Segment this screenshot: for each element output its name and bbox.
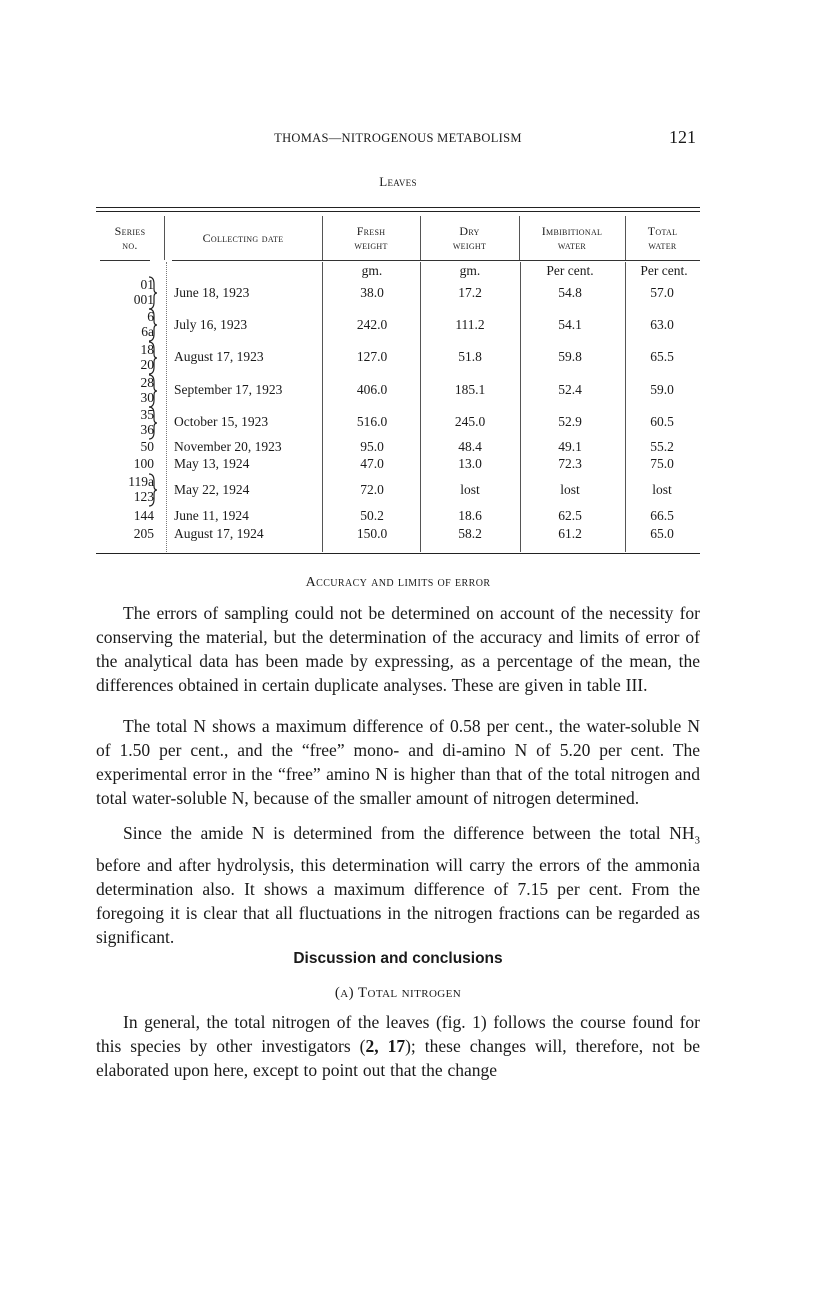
series-cell: 6a bbox=[141, 324, 154, 339]
brace-icon bbox=[146, 374, 162, 408]
imbibitional-cell: 62.5 bbox=[558, 508, 582, 523]
col-header-imbibitional-line1: Imbibitional bbox=[541, 224, 603, 238]
col-header-dry bbox=[420, 224, 519, 252]
table-top-rule-1 bbox=[96, 207, 700, 208]
unit-dry: gm. bbox=[459, 263, 481, 278]
series-cell: 01 bbox=[140, 277, 154, 292]
imbibitional-cell: 72.3 bbox=[558, 456, 582, 471]
total-cell: 63.0 bbox=[650, 317, 674, 332]
fresh-cell: 72.0 bbox=[360, 482, 384, 497]
reference-numbers: 2, 17 bbox=[365, 1036, 406, 1056]
series-cell: 119a bbox=[128, 474, 154, 489]
imbibitional-cell: lost bbox=[560, 482, 580, 497]
brace-icon bbox=[146, 308, 162, 342]
dry-cell: 58.2 bbox=[458, 526, 482, 541]
subsection-title: (a) Total nitrogen bbox=[334, 985, 462, 1001]
brace-icon bbox=[146, 473, 162, 507]
total-cell: 55.2 bbox=[650, 439, 674, 454]
total-cell: 60.5 bbox=[650, 414, 674, 429]
fresh-cell: 516.0 bbox=[356, 414, 388, 429]
col-divider bbox=[520, 262, 521, 552]
series-cell: 20 bbox=[140, 357, 154, 372]
table-top-rule-2 bbox=[96, 211, 700, 212]
fresh-cell: 50.2 bbox=[360, 508, 384, 523]
paragraph-text: In general, the total nitrogen of the leaves (fig. 1) follows the course found for this species by other investigators ( bbox=[96, 1012, 700, 1056]
page-header bbox=[96, 127, 700, 151]
dry-cell: 185.1 bbox=[454, 382, 486, 397]
paragraph bbox=[96, 821, 700, 949]
total-cell: 65.0 bbox=[650, 526, 674, 541]
series-cell: 6 bbox=[147, 309, 154, 324]
imbibitional-cell: 59.8 bbox=[558, 349, 582, 364]
col-header-series-line2: no. bbox=[122, 238, 138, 252]
paragraph: The total N shows a maximum difference of 0.58 per cent., the water-soluble N of 1.50 per cent., and the “free” mono- and di-amino N of 5.20 per cent. The experimental error in the “free” amino N is higher than that of the total nitrogen and total water-soluble N, because of the smaller amount of nitrogen determined. bbox=[96, 716, 700, 808]
date-cell: October 15, 1923 bbox=[174, 414, 269, 429]
series-cell: 18 bbox=[140, 342, 154, 357]
imbibitional-cell: 52.4 bbox=[558, 382, 582, 397]
date-cell: November 20, 1923 bbox=[174, 439, 282, 454]
fresh-cell: 95.0 bbox=[360, 439, 384, 454]
header-rule bbox=[100, 260, 150, 261]
col-header-imbibitional-line2: water bbox=[557, 238, 587, 252]
series-cell: 36 bbox=[140, 422, 154, 437]
paragraph-text: ); these changes will, therefore, not be elaborated upon here, except to point out that the change bbox=[96, 1036, 700, 1080]
col-divider bbox=[166, 262, 167, 552]
running-head: THOMAS—NITROGENOUS METABOLISM bbox=[274, 131, 522, 145]
date-cell: June 11, 1924 bbox=[174, 508, 249, 523]
imbibitional-cell: 61.2 bbox=[558, 526, 582, 541]
unit-imbibitional: Per cent. bbox=[546, 263, 594, 278]
col-header-total-line1: Total bbox=[647, 224, 678, 238]
series-cell: 205 bbox=[133, 526, 154, 541]
imbibitional-cell: 54.1 bbox=[558, 317, 582, 332]
imbibitional-cell: 54.8 bbox=[558, 285, 582, 300]
col-header-fresh-line1: Fresh bbox=[356, 224, 386, 238]
paragraph bbox=[96, 1010, 700, 1082]
unit-fresh: gm. bbox=[361, 263, 383, 278]
col-header-fresh-line2: weight bbox=[354, 238, 388, 252]
table-caption: Leaves bbox=[379, 174, 417, 189]
section-title-discussion: Discussion and conclusions bbox=[293, 950, 503, 967]
fresh-cell: 127.0 bbox=[356, 349, 388, 364]
col-header-series-line1: Series bbox=[114, 224, 146, 238]
header-rule bbox=[172, 260, 700, 261]
series-cell: 123 bbox=[133, 489, 154, 504]
total-cell: 65.5 bbox=[650, 349, 674, 364]
date-cell: August 17, 1923 bbox=[174, 349, 264, 364]
fresh-cell: 242.0 bbox=[356, 317, 388, 332]
brace-icon bbox=[146, 406, 162, 440]
series-cell: 001 bbox=[133, 292, 154, 307]
brace-icon bbox=[146, 341, 162, 375]
date-cell: May 13, 1924 bbox=[174, 456, 250, 471]
total-cell: 75.0 bbox=[650, 456, 674, 471]
dry-cell: 13.0 bbox=[458, 456, 482, 471]
col-header-dry-line2: weight bbox=[452, 238, 487, 252]
col-header-imbibitional bbox=[519, 224, 625, 252]
date-cell: September 17, 1923 bbox=[174, 382, 283, 397]
dry-cell: 51.8 bbox=[458, 349, 482, 364]
series-cell: 144 bbox=[133, 508, 154, 523]
fresh-cell: 150.0 bbox=[356, 526, 388, 541]
fresh-cell: 38.0 bbox=[360, 285, 384, 300]
dry-cell: 18.6 bbox=[458, 508, 482, 523]
total-cell: 59.0 bbox=[650, 382, 674, 397]
series-cell: 28 bbox=[140, 375, 154, 390]
series-cell: 35 bbox=[140, 407, 154, 422]
series-cell: 50 bbox=[140, 439, 154, 454]
section-title-accuracy: Accuracy and limits of error bbox=[305, 575, 491, 590]
col-divider bbox=[420, 262, 421, 552]
paragraph-text: Since the amide N is determined from the difference between the total NH bbox=[123, 823, 695, 843]
total-cell: lost bbox=[652, 482, 672, 497]
total-cell: 66.5 bbox=[650, 508, 674, 523]
brace-icon bbox=[146, 276, 162, 310]
subscript: 3 bbox=[694, 834, 700, 847]
page-number: 121 bbox=[669, 127, 696, 147]
dry-cell: 48.4 bbox=[458, 439, 482, 454]
col-header-total-line2: water bbox=[648, 238, 677, 252]
table-bottom-rule bbox=[96, 553, 700, 554]
dry-cell: 17.2 bbox=[458, 285, 482, 300]
date-cell: May 22, 1924 bbox=[174, 482, 250, 497]
imbibitional-cell: 52.9 bbox=[558, 414, 582, 429]
total-cell: 57.0 bbox=[650, 285, 674, 300]
paragraph: The errors of sampling could not be determined on account of the necessity for conserving the material, but the determination of the accuracy and limits of error of the analytical data has been made by expressing, as a percentage of the mean, the differences obtained in certain duplicate analyses. These are given in table III. bbox=[96, 603, 700, 695]
series-cell: 30 bbox=[140, 390, 154, 405]
series-cell: 100 bbox=[133, 456, 154, 471]
fresh-cell: 47.0 bbox=[360, 456, 384, 471]
imbibitional-cell: 49.1 bbox=[558, 439, 582, 454]
date-cell: July 16, 1923 bbox=[174, 317, 248, 332]
paragraph-text: before and after hydrolysis, this determination will carry the errors of the ammonia determination also. It shows a maximum difference of 7.15 per cent. From the foregoing it is clear that all fluctuations in the nitrogen fractions can be regarded as significant. bbox=[96, 854, 700, 947]
dry-cell: 111.2 bbox=[455, 317, 485, 332]
col-header-series bbox=[96, 224, 164, 252]
dry-cell: lost bbox=[460, 482, 480, 497]
unit-total: Per cent. bbox=[640, 263, 688, 278]
date-cell: June 18, 1923 bbox=[174, 285, 250, 300]
col-divider bbox=[322, 262, 323, 552]
col-header-date: Collecting date bbox=[202, 231, 284, 245]
fresh-cell: 406.0 bbox=[356, 382, 388, 397]
date-cell: August 17, 1924 bbox=[174, 526, 264, 541]
dry-cell: 245.0 bbox=[454, 414, 486, 429]
col-header-fresh bbox=[322, 224, 420, 252]
col-header-total bbox=[625, 224, 700, 252]
col-header-dry-line1: Dry bbox=[459, 224, 480, 238]
